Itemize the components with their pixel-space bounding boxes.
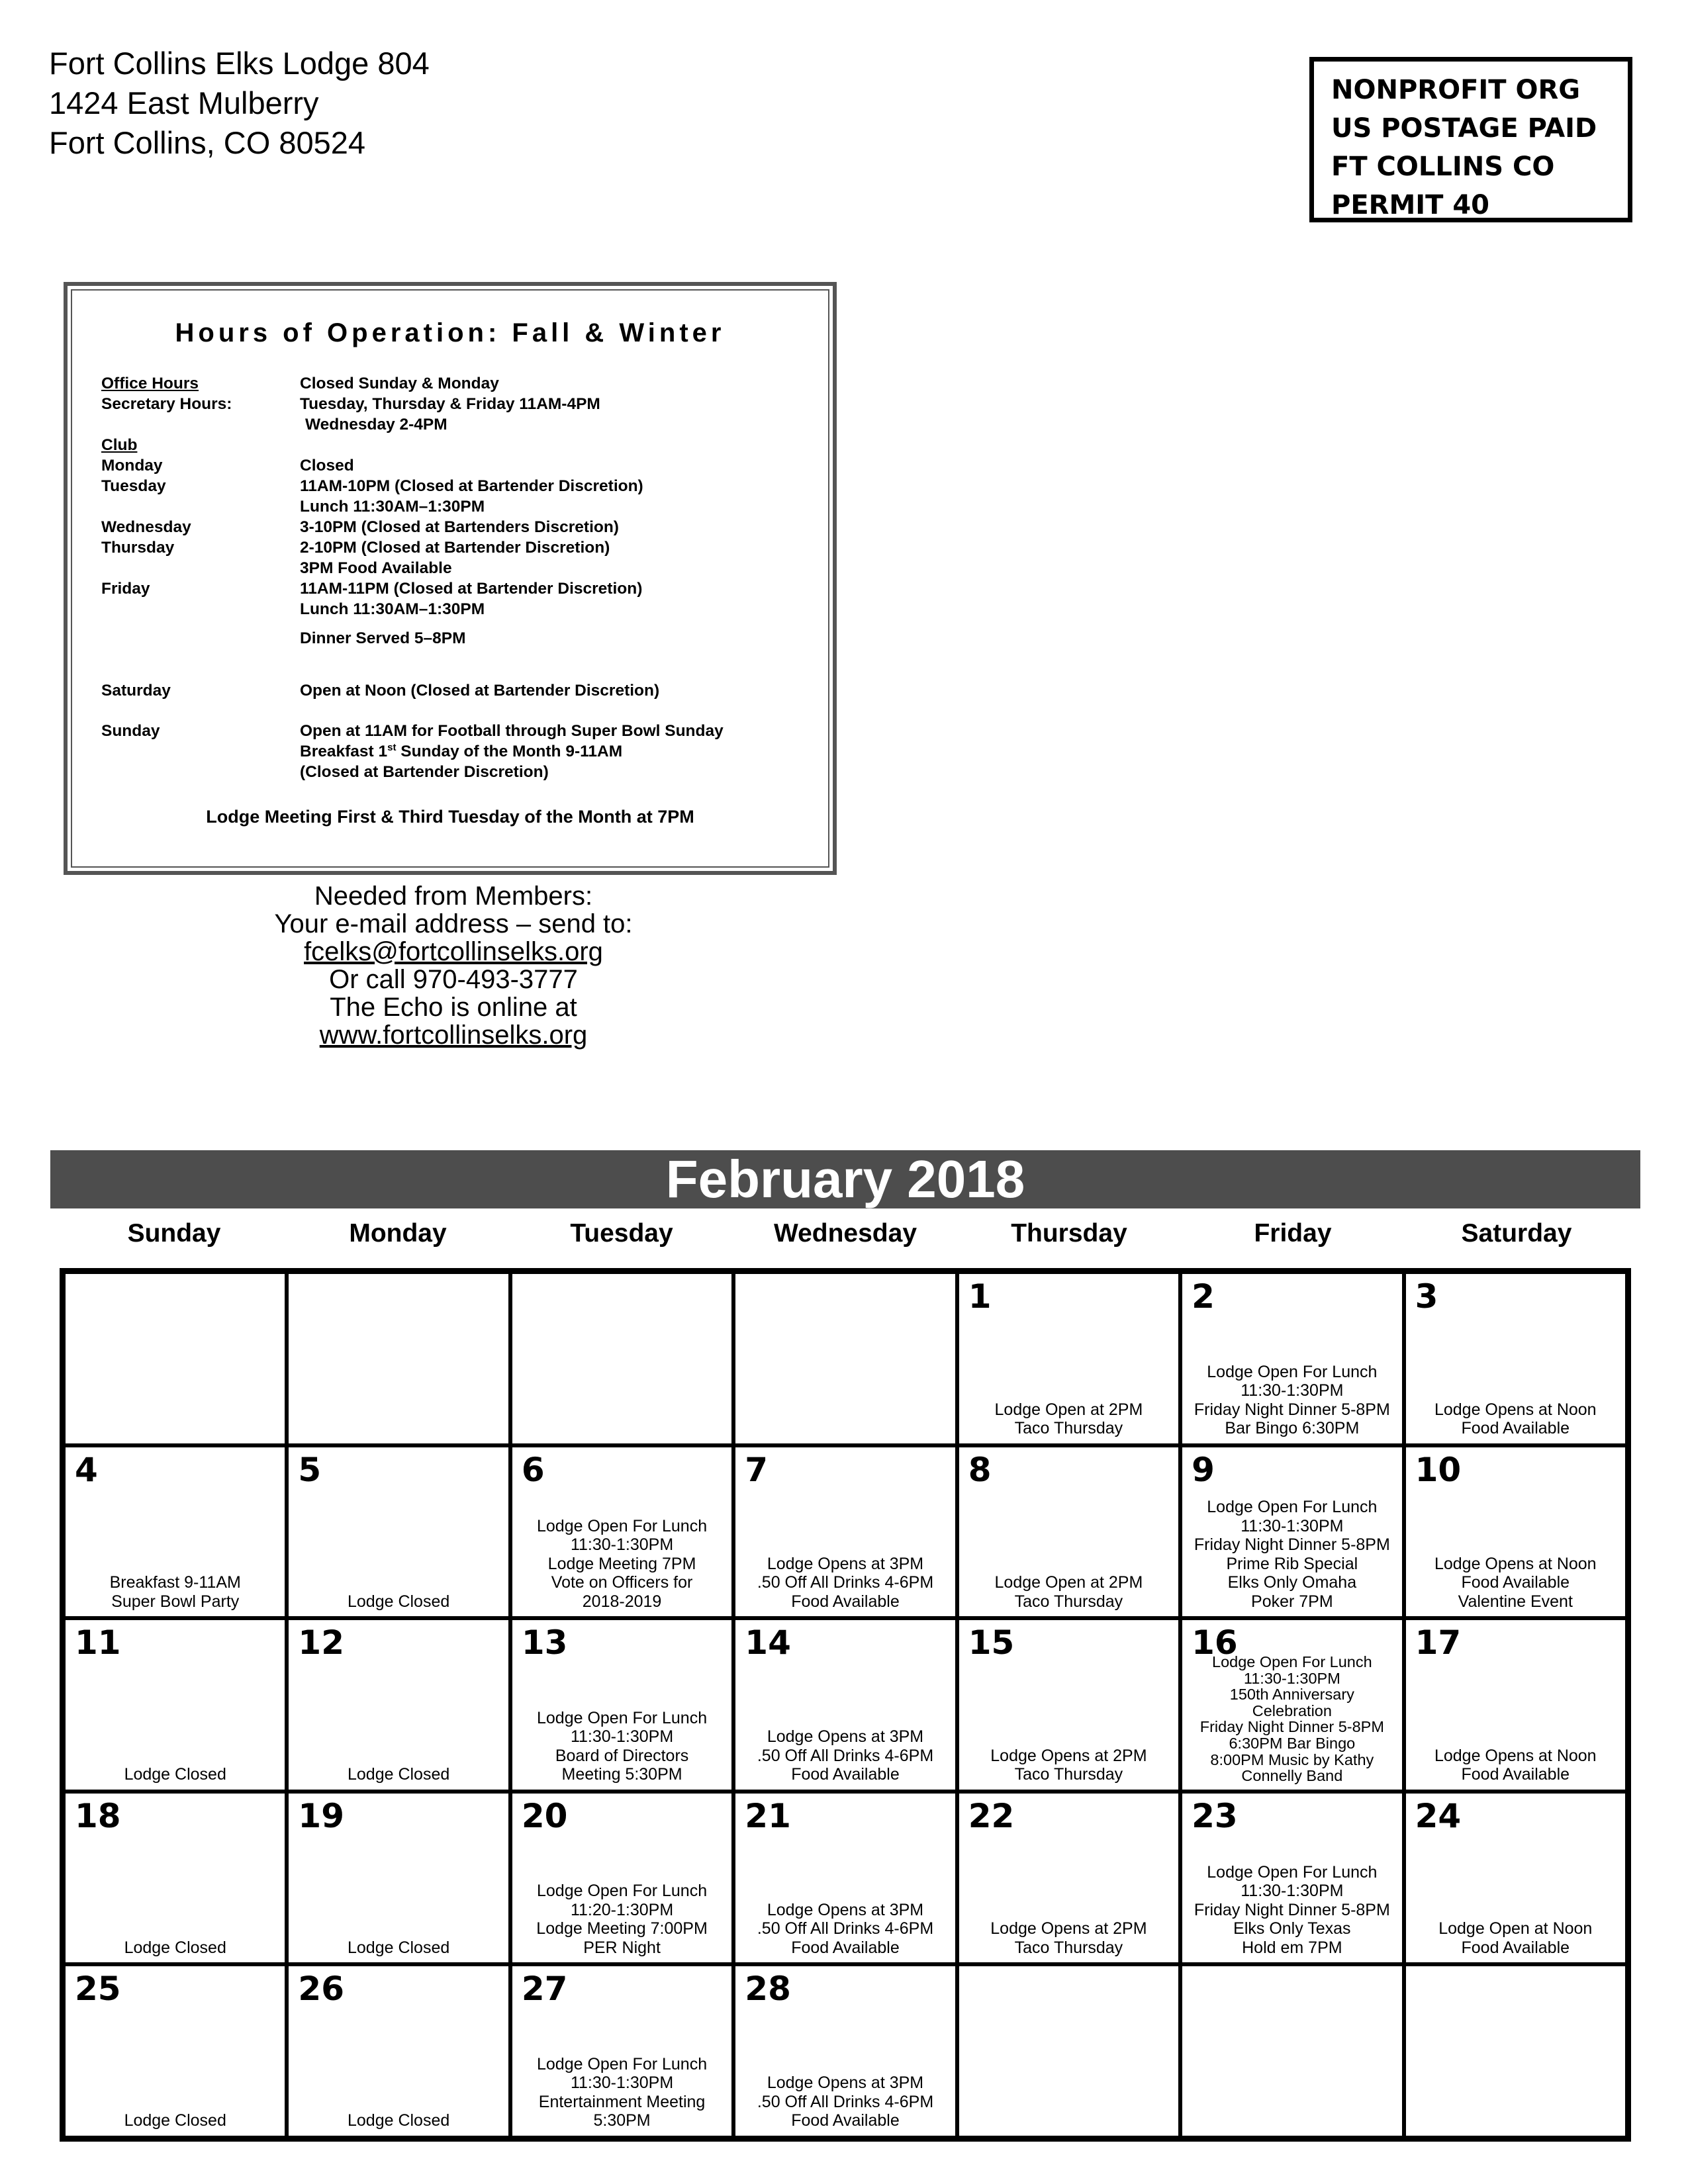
day-events bbox=[70, 1573, 281, 1611]
event-line: 11:30-1:30PM bbox=[1241, 1882, 1344, 1901]
event-line: Board of Directors bbox=[555, 1746, 689, 1765]
day-number: 23 bbox=[1192, 1796, 1238, 1835]
event-line: Friday Night Dinner 5-8PM bbox=[1194, 1400, 1390, 1419]
event-line: 11:30-1:30PM bbox=[1241, 1516, 1344, 1535]
calendar-day-cell bbox=[733, 1792, 957, 1965]
address-line-2: 1424 East Mulberry bbox=[49, 85, 319, 120]
lodge-meeting-note: Lodge Meeting First & Third Tuesday of the Month at 7PM bbox=[206, 807, 694, 827]
hours-row-sunday-2 bbox=[101, 741, 622, 762]
day-events bbox=[1186, 1654, 1397, 1784]
hours-row-thursday bbox=[101, 537, 610, 558]
club-label: Club bbox=[101, 436, 138, 454]
hours-of-operation-box bbox=[64, 282, 837, 875]
return-address bbox=[49, 44, 430, 163]
event-line: Lodge Open For Lunch bbox=[536, 1708, 708, 1727]
event-line: Lodge Open For Lunch bbox=[1212, 1653, 1372, 1671]
hours-row-friday-3 bbox=[101, 628, 466, 649]
hours-row-saturday bbox=[101, 680, 659, 701]
day-events bbox=[1410, 1747, 1621, 1784]
event-line: Food Available bbox=[1461, 1573, 1570, 1592]
calendar-day-cell bbox=[64, 1445, 287, 1619]
hours-row-friday bbox=[101, 578, 642, 599]
event-line: Hold em 7PM bbox=[1242, 1938, 1342, 1957]
day-number: 12 bbox=[298, 1623, 345, 1662]
office-hours-value: Closed Sunday & Monday bbox=[300, 375, 499, 392]
day-number: 13 bbox=[521, 1623, 568, 1662]
calendar-day-cell bbox=[64, 1618, 287, 1792]
hours-row-tuesday bbox=[101, 476, 643, 496]
day-number: 11 bbox=[75, 1623, 121, 1662]
event-line: Lodge Open For Lunch bbox=[1207, 1498, 1378, 1517]
thursday-value-2: 3PM Food Available bbox=[300, 559, 452, 577]
event-line: Lodge Closed bbox=[347, 1938, 450, 1957]
friday-value-3: Dinner Served 5–8PM bbox=[300, 629, 466, 647]
day-events bbox=[516, 1709, 727, 1784]
day-number: 26 bbox=[298, 1970, 345, 2009]
calendar-day-cell bbox=[733, 1445, 957, 1619]
day-number: 14 bbox=[745, 1623, 791, 1662]
event-line: .50 Off All Drinks 4-6PM bbox=[757, 1573, 934, 1592]
day-number: 9 bbox=[1192, 1450, 1215, 1489]
day-events bbox=[1186, 1363, 1397, 1438]
event-line: Lodge Opens at 3PM bbox=[767, 1900, 924, 1919]
event-line: 2018-2019 bbox=[582, 1592, 662, 1611]
calendar-day-cell bbox=[733, 1964, 957, 2138]
event-line: Lodge Open at 2PM bbox=[994, 1400, 1143, 1419]
saturday-label: Saturday bbox=[101, 682, 171, 700]
event-line: Taco Thursday bbox=[1014, 1765, 1123, 1784]
calendar-day-cell bbox=[1404, 1272, 1627, 1445]
event-line: Bar Bingo 6:30PM bbox=[1225, 1419, 1360, 1438]
day-events bbox=[293, 2111, 504, 2130]
needed-line-4: Or call 970-493-3777 bbox=[329, 965, 578, 994]
hours-row-monday bbox=[101, 455, 354, 476]
secretary-hours-label: Secretary Hours: bbox=[101, 395, 232, 413]
wednesday-value: 3-10PM (Closed at Bartenders Discretion) bbox=[300, 518, 619, 536]
day-events bbox=[963, 1400, 1174, 1438]
calendar-day-cell bbox=[510, 1618, 733, 1792]
event-line: Celebration bbox=[1252, 1702, 1332, 1719]
office-hours-label: Office Hours bbox=[101, 375, 199, 392]
day-number: 19 bbox=[298, 1796, 345, 1835]
event-line: Lodge Open For Lunch bbox=[1207, 1362, 1378, 1381]
event-line: Lodge Open For Lunch bbox=[536, 1882, 708, 1901]
calendar-day-cell bbox=[1404, 1792, 1627, 1965]
permit-line-2: US POSTAGE PAID bbox=[1331, 113, 1597, 144]
event-line: Lodge Closed bbox=[347, 1765, 450, 1784]
day-header-sunday: Sunday bbox=[127, 1219, 221, 1248]
day-events bbox=[70, 1765, 281, 1784]
event-line: Breakfast 9-11AM bbox=[109, 1573, 241, 1592]
day-number: 1 bbox=[968, 1277, 992, 1316]
calendar-day-cell bbox=[957, 1445, 1180, 1619]
event-line: Lodge Open For Lunch bbox=[536, 1516, 708, 1535]
calendar-empty-cell bbox=[64, 1272, 287, 1445]
day-number: 5 bbox=[298, 1450, 322, 1489]
day-number: 2 bbox=[1192, 1277, 1215, 1316]
event-line: Lodge Opens at Noon bbox=[1434, 1554, 1597, 1573]
event-line: Lodge Open at 2PM bbox=[994, 1573, 1143, 1592]
event-line: Lodge Closed bbox=[124, 1938, 226, 1957]
calendar-empty-cell bbox=[1180, 1964, 1403, 2138]
event-line: Food Available bbox=[791, 2111, 900, 2130]
event-line: 11:20-1:30PM bbox=[570, 1900, 674, 1919]
calendar-day-cell bbox=[1180, 1618, 1403, 1792]
day-events bbox=[739, 2073, 951, 2130]
event-line: 11:30-1:30PM bbox=[570, 2073, 674, 2093]
day-number: 4 bbox=[75, 1450, 98, 1489]
day-header-monday: Monday bbox=[349, 1219, 447, 1248]
sunday-value: Open at 11AM for Football through Super Bowl Sunday bbox=[300, 722, 724, 740]
hours-row-friday-2 bbox=[101, 599, 485, 619]
calendar-day-cell bbox=[287, 1792, 510, 1965]
members-notice bbox=[185, 882, 722, 1049]
event-line: Lodge Opens at Noon bbox=[1434, 1400, 1597, 1419]
address-line-3: Fort Collins, CO 80524 bbox=[49, 125, 366, 160]
hours-row-secretary-2 bbox=[101, 414, 447, 435]
secretary-hours-value-2: Wednesday 2-4PM bbox=[305, 416, 447, 433]
hours-row-wednesday bbox=[101, 517, 619, 537]
day-events bbox=[293, 1938, 504, 1958]
event-line: Taco Thursday bbox=[1014, 1419, 1123, 1438]
event-line: Elks Only Texas bbox=[1233, 1919, 1351, 1938]
day-number: 16 bbox=[1192, 1623, 1238, 1662]
day-header-wednesday: Wednesday bbox=[773, 1219, 917, 1248]
day-events bbox=[739, 1727, 951, 1784]
event-line: Lodge Opens at 3PM bbox=[767, 1554, 924, 1573]
saturday-value: Open at Noon (Closed at Bartender Discretion) bbox=[300, 682, 660, 700]
event-line: Lodge Opens at 3PM bbox=[767, 2073, 924, 2093]
event-line: Friday Night Dinner 5-8PM bbox=[1194, 1900, 1390, 1919]
day-number: 7 bbox=[745, 1450, 769, 1489]
event-line: Vote on Officers for bbox=[551, 1573, 693, 1592]
day-events bbox=[1186, 1498, 1397, 1611]
day-events bbox=[516, 1517, 727, 1612]
event-line: Food Available bbox=[791, 1592, 900, 1611]
day-events bbox=[293, 1592, 504, 1612]
day-number: 18 bbox=[75, 1796, 121, 1835]
tuesday-value: 11AM-10PM (Closed at Bartender Discretion) bbox=[300, 477, 643, 495]
day-events bbox=[963, 1747, 1174, 1784]
calendar-day-cell bbox=[510, 1445, 733, 1619]
calendar-day-cell bbox=[1180, 1445, 1403, 1619]
event-line: Lodge Meeting 7:00PM bbox=[536, 1919, 708, 1938]
calendar-day-cell bbox=[510, 1792, 733, 1965]
day-number: 22 bbox=[968, 1796, 1015, 1835]
sunday-value-2: Breakfast 1st Sunday of the Month 9-11AM bbox=[300, 741, 623, 760]
event-line: Food Available bbox=[791, 1765, 900, 1784]
event-line: Connelly Band bbox=[1241, 1767, 1343, 1785]
day-events bbox=[1410, 1400, 1621, 1438]
calendar-day-cell bbox=[1180, 1792, 1403, 1965]
day-events bbox=[739, 1555, 951, 1612]
event-line: Lodge Closed bbox=[347, 1592, 450, 1611]
day-number: 15 bbox=[968, 1623, 1015, 1662]
day-events bbox=[70, 2111, 281, 2130]
event-line: Lodge Opens at 2PM bbox=[990, 1919, 1147, 1938]
day-number: 27 bbox=[521, 1970, 568, 2009]
event-line: Lodge Meeting 7PM bbox=[547, 1554, 696, 1573]
day-events bbox=[739, 1901, 951, 1958]
event-line: Taco Thursday bbox=[1014, 1592, 1123, 1611]
calendar-day-cell bbox=[957, 1272, 1180, 1445]
permit-line-3: FT COLLINS CO bbox=[1331, 152, 1555, 182]
event-line: PER Night bbox=[583, 1938, 661, 1957]
sunday-value-3: (Closed at Bartender Discretion) bbox=[300, 763, 549, 781]
day-number: 6 bbox=[521, 1450, 545, 1489]
event-line: Lodge Opens at 2PM bbox=[990, 1746, 1147, 1765]
calendar-empty-cell bbox=[287, 1272, 510, 1445]
calendar-day-cell bbox=[1180, 1272, 1403, 1445]
event-line: Food Available bbox=[1461, 1765, 1570, 1784]
tuesday-label: Tuesday bbox=[101, 477, 166, 495]
event-line: Lodge Closed bbox=[347, 2111, 450, 2130]
calendar-day-cell bbox=[287, 1618, 510, 1792]
event-line: Lodge Open For Lunch bbox=[536, 2054, 708, 2073]
day-events bbox=[70, 1938, 281, 1958]
email-link[interactable]: fcelks@fortcollinselks.org bbox=[304, 937, 603, 966]
calendar-day-cell bbox=[510, 1964, 733, 2138]
hours-title: Hours of Operation: Fall & Winter bbox=[175, 318, 726, 347]
event-line: 8:00PM Music by Kathy bbox=[1210, 1751, 1374, 1768]
monday-label: Monday bbox=[101, 457, 163, 475]
address-line-1: Fort Collins Elks Lodge 804 bbox=[49, 46, 430, 81]
day-number: 17 bbox=[1415, 1623, 1462, 1662]
monday-value: Closed bbox=[300, 457, 354, 475]
event-line: 11:30-1:30PM bbox=[570, 1535, 674, 1555]
day-number: 20 bbox=[521, 1796, 568, 1835]
postage-permit-box bbox=[1309, 57, 1632, 222]
event-line: Prime Rib Special bbox=[1226, 1554, 1358, 1573]
event-line: 150th Anniversary bbox=[1229, 1686, 1354, 1704]
permit-line-1: NONPROFIT ORG bbox=[1331, 75, 1581, 105]
needed-line-2: Your e-mail address – send to: bbox=[274, 909, 633, 938]
event-line: Lodge Opens at Noon bbox=[1434, 1746, 1597, 1765]
event-line: Entertainment Meeting bbox=[538, 2092, 706, 2111]
calendar-empty-cell bbox=[733, 1272, 957, 1445]
event-line: Lodge Open at Noon bbox=[1438, 1919, 1593, 1938]
hours-row-sunday-3 bbox=[101, 762, 549, 782]
day-events bbox=[1410, 1555, 1621, 1612]
day-number: 21 bbox=[745, 1796, 791, 1835]
event-line: 6:30PM Bar Bingo bbox=[1229, 1735, 1356, 1752]
hours-row-office bbox=[101, 373, 499, 394]
event-line: Friday Night Dinner 5-8PM bbox=[1194, 1535, 1390, 1555]
thursday-label: Thursday bbox=[101, 539, 175, 557]
day-events bbox=[963, 1919, 1174, 1957]
hours-row-sunday bbox=[101, 721, 724, 741]
day-header-friday: Friday bbox=[1254, 1219, 1332, 1248]
event-line: Super Bowl Party bbox=[111, 1592, 240, 1611]
calendar-day-cell bbox=[957, 1618, 1180, 1792]
hours-row-secretary bbox=[101, 394, 600, 414]
calendar-day-cell bbox=[287, 1445, 510, 1619]
day-number: 8 bbox=[968, 1450, 992, 1489]
day-events bbox=[963, 1573, 1174, 1611]
event-line: Lodge Open For Lunch bbox=[1207, 1862, 1378, 1882]
calendar-empty-cell bbox=[510, 1272, 733, 1445]
event-line: Food Available bbox=[791, 1938, 900, 1957]
calendar-day-cell bbox=[733, 1618, 957, 1792]
permit-line-4: PERMIT 40 bbox=[1331, 190, 1490, 220]
friday-label: Friday bbox=[101, 580, 150, 598]
event-line: .50 Off All Drinks 4-6PM bbox=[757, 2092, 934, 2111]
event-line: 11:30-1:30PM bbox=[570, 1727, 674, 1747]
calendar-empty-cell bbox=[957, 1964, 1180, 2138]
event-line: Food Available bbox=[1461, 1419, 1570, 1438]
friday-value: 11AM-11PM (Closed at Bartender Discretion) bbox=[300, 580, 643, 598]
event-line: Food Available bbox=[1461, 1938, 1570, 1957]
website-link[interactable]: www.fortcollinselks.org bbox=[319, 1021, 588, 1050]
tuesday-value-2: Lunch 11:30AM–1:30PM bbox=[300, 498, 485, 516]
day-events bbox=[516, 2055, 727, 2130]
calendar-day-cell bbox=[1404, 1618, 1627, 1792]
event-line: Lodge Opens at 3PM bbox=[767, 1727, 924, 1747]
day-number: 10 bbox=[1415, 1450, 1462, 1489]
calendar-month-title: February 2018 bbox=[50, 1150, 1640, 1208]
day-header-tuesday: Tuesday bbox=[570, 1219, 673, 1248]
calendar-day-cell bbox=[64, 1964, 287, 2138]
calendar-grid bbox=[60, 1268, 1631, 2142]
day-header-thursday: Thursday bbox=[1011, 1219, 1127, 1248]
day-number: 24 bbox=[1415, 1796, 1462, 1835]
calendar-day-cell bbox=[64, 1792, 287, 1965]
hours-row-thursday-2 bbox=[101, 558, 452, 578]
event-line: Lodge Closed bbox=[124, 1765, 226, 1784]
day-number: 3 bbox=[1415, 1277, 1438, 1316]
event-line: 11:30-1:30PM bbox=[1241, 1381, 1344, 1400]
event-line: Taco Thursday bbox=[1014, 1938, 1123, 1957]
event-line: 11:30-1:30PM bbox=[1243, 1669, 1340, 1687]
day-events bbox=[1410, 1919, 1621, 1957]
event-line: Friday Night Dinner 5-8PM bbox=[1199, 1718, 1384, 1736]
calendar-day-cell bbox=[287, 1964, 510, 2138]
sunday-label: Sunday bbox=[101, 722, 160, 740]
day-header-saturday: Saturday bbox=[1461, 1219, 1572, 1248]
event-line: Lodge Closed bbox=[124, 2111, 226, 2130]
calendar-empty-cell bbox=[1404, 1964, 1627, 2138]
event-line: 5:30PM bbox=[593, 2111, 651, 2130]
calendar-day-cell bbox=[957, 1792, 1180, 1965]
event-line: Elks Only Omaha bbox=[1227, 1573, 1357, 1592]
hours-row-club bbox=[101, 435, 300, 455]
hours-row-tuesday-2 bbox=[101, 496, 485, 517]
secretary-hours-value: Tuesday, Thursday & Friday 11AM-4PM bbox=[300, 395, 600, 413]
day-events bbox=[293, 1765, 504, 1784]
day-events bbox=[1186, 1863, 1397, 1958]
day-number: 28 bbox=[745, 1970, 791, 2009]
calendar-day-cell bbox=[1404, 1445, 1627, 1619]
thursday-value: 2-10PM (Closed at Bartender Discretion) bbox=[300, 539, 610, 557]
wednesday-label: Wednesday bbox=[101, 518, 191, 536]
event-line: Poker 7PM bbox=[1251, 1592, 1333, 1611]
event-line: Meeting 5:30PM bbox=[561, 1765, 682, 1784]
friday-value-2: Lunch 11:30AM–1:30PM bbox=[300, 600, 485, 618]
day-number: 25 bbox=[75, 1970, 121, 2009]
needed-line-5: The Echo is online at bbox=[330, 993, 577, 1022]
needed-line-1: Needed from Members: bbox=[314, 882, 593, 911]
event-line: Valentine Event bbox=[1458, 1592, 1573, 1611]
day-events bbox=[516, 1882, 727, 1957]
event-line: .50 Off All Drinks 4-6PM bbox=[757, 1919, 934, 1938]
event-line: .50 Off All Drinks 4-6PM bbox=[757, 1746, 934, 1765]
